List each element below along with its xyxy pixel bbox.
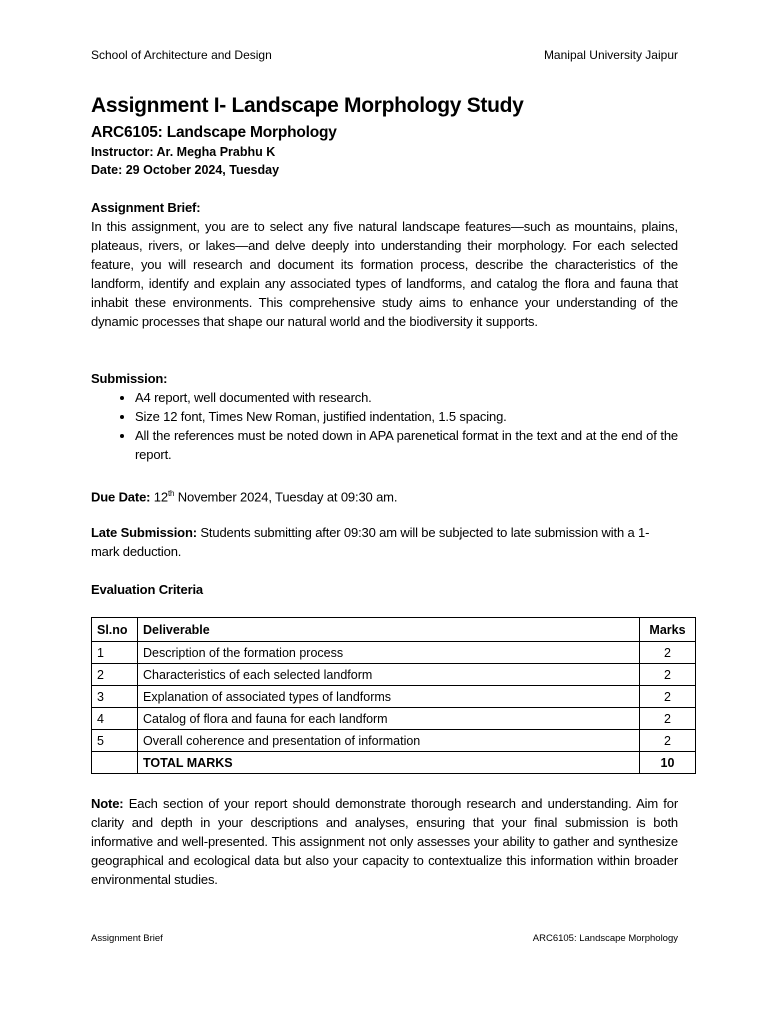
late-submission	[91, 523, 671, 561]
note-label: Note:	[91, 796, 124, 811]
cell-marks: 2	[640, 664, 696, 686]
cell-marks: 2	[640, 708, 696, 730]
footer-left: Assignment Brief	[91, 933, 163, 944]
due-date	[91, 484, 678, 506]
instructor: Instructor: Ar. Megha Prabhu K	[91, 145, 276, 159]
cell-deliverable: Overall coherence and presentation of information	[138, 730, 640, 752]
header-school: School of Architecture and Design	[91, 48, 272, 62]
footer-right: ARC6105: Landscape Morphology	[532, 933, 678, 944]
table-row	[92, 730, 696, 752]
cell-slno: 2	[92, 664, 138, 686]
cell-slno: 3	[92, 686, 138, 708]
assignment-brief	[91, 198, 678, 331]
due-rest: November 2024, Tuesday at 09:30 am.	[174, 489, 398, 505]
cell-deliverable: Explanation of associated types of landforms	[138, 686, 640, 708]
table-row	[92, 686, 696, 708]
late-text: Students submitting after 09:30 am will be subjected to late submission with a 1-mark deduction.	[91, 525, 650, 559]
cell-slno: 4	[92, 708, 138, 730]
table-row	[92, 642, 696, 664]
table-header	[92, 618, 696, 642]
cell-marks: 2	[640, 642, 696, 664]
note	[91, 794, 678, 889]
table-row	[92, 708, 696, 730]
submission-list	[91, 388, 678, 464]
evaluation-table	[91, 617, 696, 774]
total-row	[92, 752, 696, 774]
list-item: • Size 12 font, Times New Roman, justified indentation, 1.5 spacing.	[135, 407, 678, 426]
col-slno: Sl.no	[92, 618, 138, 642]
cell-deliverable: Description of the formation process	[138, 642, 640, 664]
header-university: Manipal University Jaipur	[543, 48, 678, 62]
evaluation-heading	[91, 580, 678, 599]
cell-marks: 2	[640, 686, 696, 708]
page-title: Assignment I- Landscape Morphology Study	[91, 94, 524, 117]
table-row	[92, 664, 696, 686]
cell-slno: 5	[92, 730, 138, 752]
cell-slno: 1	[92, 642, 138, 664]
evaluation-heading-text: Evaluation Criteria	[91, 582, 204, 597]
due-label: Due Date:	[91, 489, 151, 505]
date: Date: 29 October 2024, Tuesday	[91, 163, 280, 177]
cell-deliverable: Catalog of flora and fauna for each landform	[138, 708, 640, 730]
course-title: ARC6105: Landscape Morphology	[91, 124, 337, 141]
total-value: 10	[640, 752, 696, 774]
cell-marks: 2	[640, 730, 696, 752]
brief-text: In this assignment, you are to select any five natural landscape features—such as mountains, plains, plateaus, rivers, or lakes—and delve deeply into understanding their morphology. For each selected feature, you will research and document its formation process, describe the characteristics of the landform, identify and explain any associated types of landforms, and catalog the flora and fauna that inhabit these environments. This comprehensive study aims to enhance your understanding of the dynamic processes that shape our natural world and the biodiversity it supports.	[91, 219, 678, 329]
cell-deliverable: Characteristics of each selected landform	[138, 664, 640, 686]
due-day: 12	[150, 489, 168, 505]
submission-section	[91, 369, 678, 464]
total-label: TOTAL MARKS	[138, 752, 640, 774]
note-text: Each section of your report should demonstrate thorough research and understanding. Aim for clarity and depth in your descriptions and analyses, ensuring that your final submission is both informative and well-presented. This assignment not only assesses your ability to gather and synthesize geographical and ecological data but also your capacity to contextualize this information within broader environmental studies.	[91, 796, 678, 887]
list-item: • All the references must be noted down in APA parenetical format in the text and at the end of the report.	[135, 426, 678, 464]
list-item: • A4 report, well documented with research.	[135, 388, 678, 407]
brief-heading: Assignment Brief:	[91, 200, 201, 215]
total-empty	[92, 752, 138, 774]
late-label: Late Submission:	[91, 525, 197, 540]
due-sup: th	[167, 489, 175, 498]
col-marks: Marks	[640, 618, 696, 642]
col-deliverable: Deliverable	[138, 618, 640, 642]
submission-heading: Submission:	[91, 371, 168, 386]
